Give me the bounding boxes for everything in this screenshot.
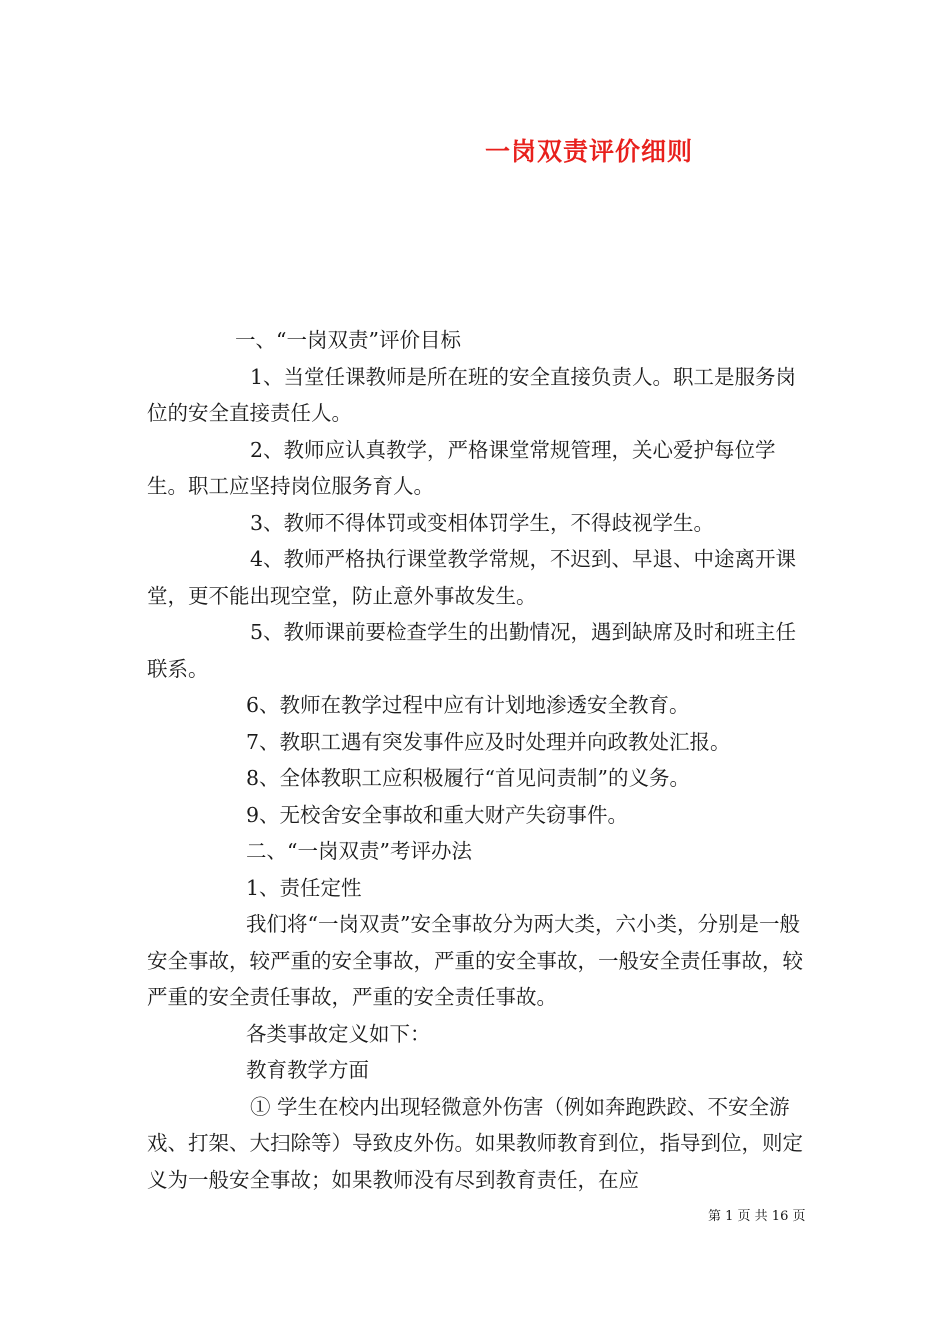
paragraph: 6、教师在教学过程中应有计划地渗透安全教育。	[246, 693, 690, 717]
paragraph: 2、教师应认真教学，严格课堂常规管理，关心爱护每位学生。职工应坚持岗位服务育人。	[147, 437, 776, 498]
document-body	[147, 322, 809, 1198]
section-heading: 二、“一岗双责”考评办法	[246, 839, 472, 863]
paragraph: 5、教师课前要检查学生的出勤情况，遇到缺席及时和班主任联系。	[147, 620, 797, 681]
paragraph: 1、当堂任课教师是所在班的安全直接负责人。职工是服务岗位的安全直接责任人。	[147, 364, 797, 425]
paragraph: 我们将“一岗双责”安全事故分为两大类，六小类，分别是一般安全事故，较严重的安全事故，严重的安全事故，一般安全责任事故，较严重的安全责任事故，严重的安全责任事故。	[147, 912, 803, 1009]
paragraph: 教育教学方面	[246, 1058, 369, 1082]
section-heading: 一、“一岗双责”评价目标	[235, 328, 461, 352]
document-title: 一岗双责评价细则	[484, 137, 693, 166]
paragraph: 7、教职工遇有突发事件应及时处理并向政教处汇报。	[246, 729, 731, 754]
subsection-heading: 1、责任定性	[246, 875, 362, 900]
page-footer: 第 1 页 共 16 页	[708, 1209, 806, 1224]
paragraph: 9、无校舍安全事故和重大财产失窃事件。	[246, 802, 629, 827]
paragraph: 8、全体教职工应积极履行“首见问责制”的义务。	[246, 766, 691, 790]
paragraph: 各类事故定义如下：	[246, 1021, 431, 1046]
paragraph: 3、教师不得体罚或变相体罚学生，不得歧视学生。	[250, 510, 715, 535]
paragraph: 4、教师严格执行课堂教学常规，不迟到、早退、中途离开课堂，更不能出现空堂，防止意外事故发生。	[147, 547, 797, 608]
paragraph: ① 学生在校内出现轻微意外伤害（例如奔跑跌跤、不安全游戏、打架、大扫除等）导致皮外伤。如果教师教育到位，指导到位，则定义为一般安全事故；如果教师没有尽到教育责任，在应	[147, 1094, 803, 1192]
